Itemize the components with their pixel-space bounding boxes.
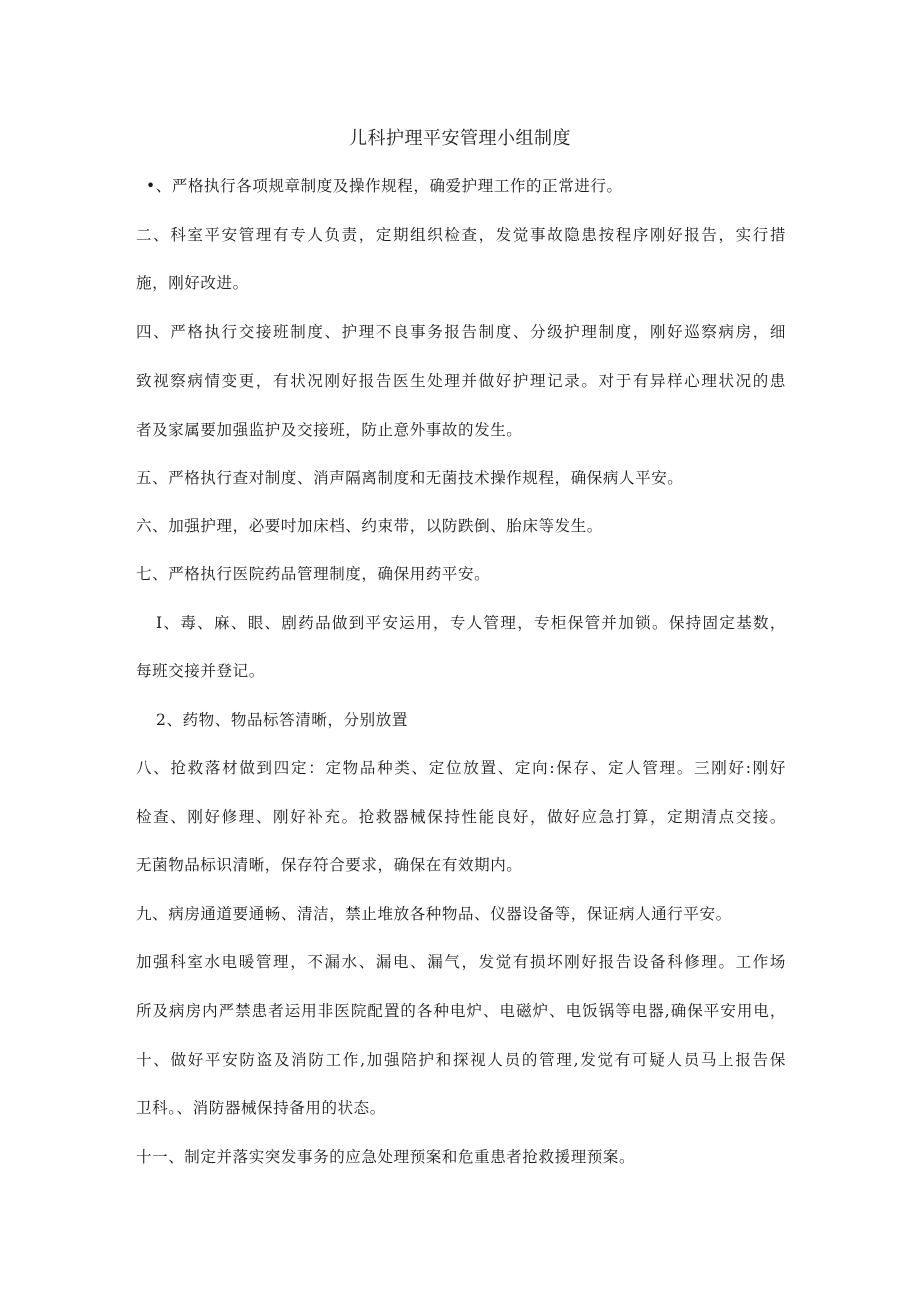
clause-11: 十一、制定并落实突发事务的应急处理预案和危重患者抢救援理预案。	[136, 1148, 636, 1166]
clause-2-line-1: 二、科室平安管理有专人负责，定期组织检查，发觉事故隐患按程序刚好报告，实行措	[136, 226, 786, 244]
clause-9b-line-1: 加强科室水电暖管理，不漏水、漏电、漏气，发觉有损坏刚好报告设备科修理。工作场	[136, 953, 786, 971]
clause-8-line-2: 检查、刚好修理、刚好补充。抢救器械保持性能良好，做好应急打算，定期清点交接。	[136, 808, 786, 826]
clause-7: 七、严格执行医院药品管理制度，确保用药平安。	[136, 565, 491, 583]
clause-7-item-2: 2、药物、物品标答清晰，分别放置	[156, 711, 408, 729]
clause-5: 五、严格执行查对制度、消声隔离制度和无菌技术操作规程，确保病人平安。	[136, 469, 684, 487]
clause-4-line-1: 四、严格执行交接班制度、护理不良事务报告制度、分级护理制度，刚好巡察病房，细	[136, 323, 786, 341]
clause-4-line-3: 者及家属要加强监护及交接班，防止意外事故的发生。	[136, 421, 523, 439]
clause-9b-line-2: 所及病房内严禁患者运用非医院配置的各种电炉、电磁炉、电饭锅等电器,确保平安用电，	[136, 1002, 786, 1020]
clause-4-line-2: 致视察病情变更，有状况刚好报告医生处理并做好护理记录。对于有异样心理状况的患	[136, 372, 786, 390]
clause-7-item-1-line-2: 每班交接并登记。	[136, 662, 265, 680]
clause-9: 九、病房通道要通畅、清洁，禁止堆放各种物品、仪器设备等，保证病人通行平安。	[136, 905, 732, 923]
clause-8-line-3: 无菌物品标识清晰，保存符合要求，确保在有效期内。	[136, 856, 523, 874]
clause-8-line-1: 八、抢救落材做到四定：定物品种类、定位放置、定向:保存、定人管理。三刚好:刚好	[136, 759, 786, 777]
document-title: 儿科护理平安管理小组制度	[349, 128, 571, 149]
clause-7-item-1-line-1: I、毒、麻、眼、剧药品做到平安运用，专人管理，专柜保管并加锁。保持固定基数，	[156, 614, 786, 632]
clause-2-line-2: 施，刚好改进。	[136, 274, 249, 292]
clause-10-line-1: 十、做好平安防盗及消防工作,加强陪护和探视人员的管理,发觉有可疑人员马上报告保	[136, 1051, 786, 1069]
clause-1: •、严格执行各项规章制度及操作规程，确爱护理工作的正常进行。	[146, 177, 623, 195]
clause-6: 六、加强护理，必要吋加床档、约束带，以防跌倒、胎床等发生。	[136, 517, 603, 535]
clause-10-line-2: 卫科。、消防器械保持备用的状态。	[136, 1099, 386, 1117]
